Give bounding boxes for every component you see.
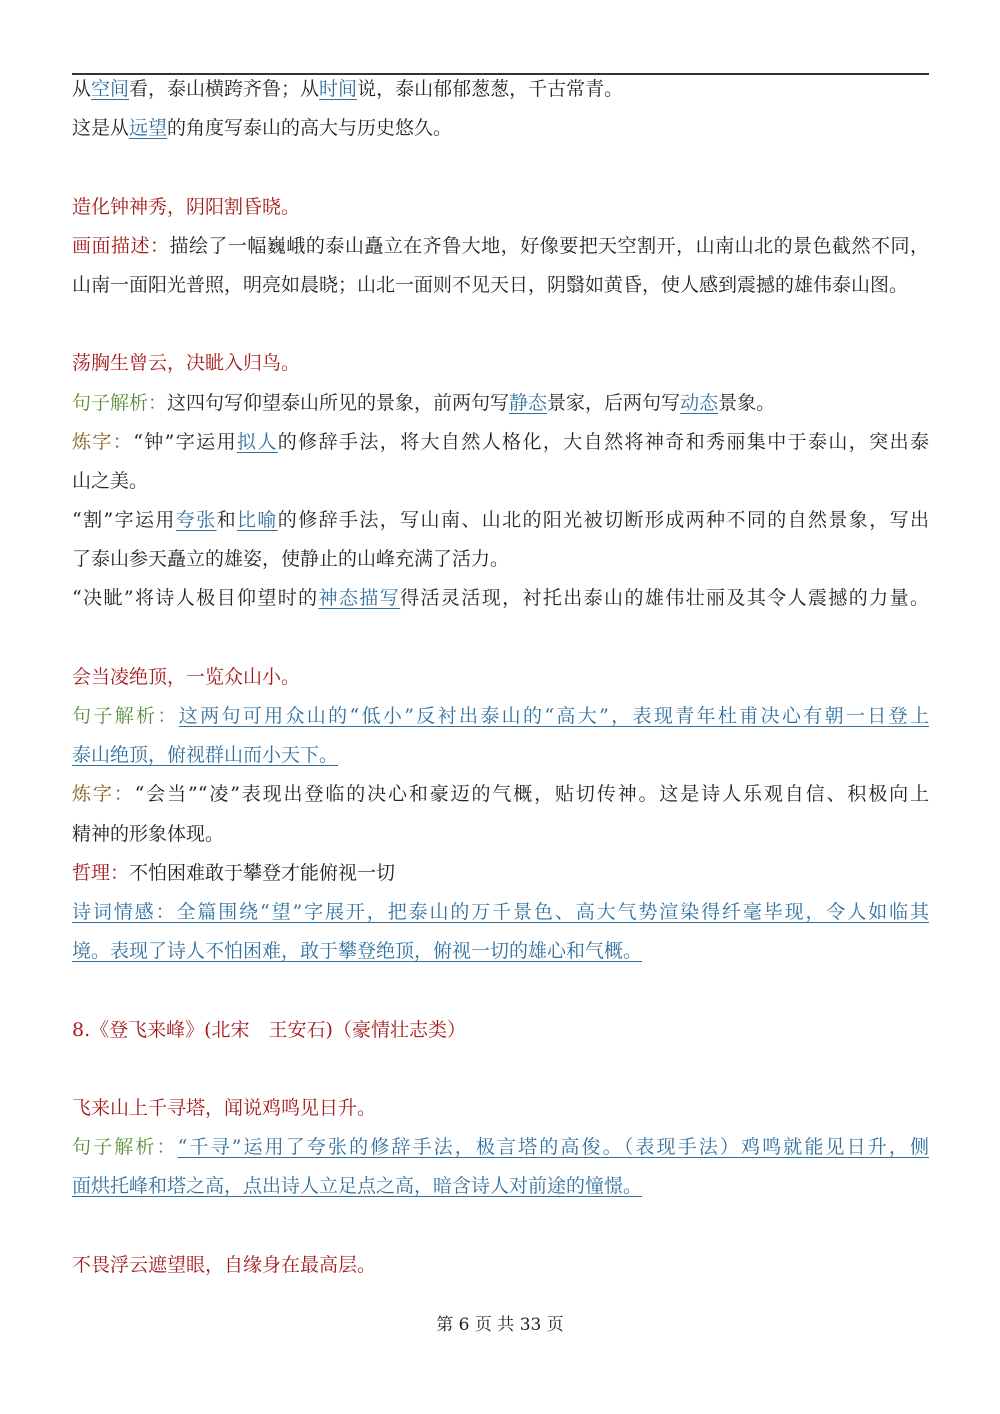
blank-line xyxy=(72,148,929,187)
keyword-link[interactable]: 静态 xyxy=(509,391,548,414)
text: 这四句写仰望泰山所见的景象，前两句写 xyxy=(167,391,510,414)
document-body xyxy=(72,70,929,1285)
word-jue-analysis xyxy=(72,579,929,618)
text: 景象。 xyxy=(718,391,776,414)
verse-heading: 会当凌绝顶，一览众山小。 xyxy=(72,665,301,688)
word-refining xyxy=(72,423,929,462)
verse-heading: 荡胸生曾云，决眦入归鸟。 xyxy=(72,352,301,375)
keyword-link[interactable]: 神态描写 xyxy=(318,587,401,610)
poem-emotion-cont xyxy=(72,932,929,971)
philosophy xyxy=(72,854,929,893)
keyword-link[interactable]: 时间 xyxy=(319,78,358,100)
text: 和 xyxy=(216,509,237,532)
text: 这是从 xyxy=(72,117,130,140)
analysis-link[interactable]: 泰山绝顶，俯视群山而小天下。 xyxy=(72,744,339,767)
verse-heading: 造化钟神秀，阴阳割昏晓。 xyxy=(72,195,301,218)
sentence-analysis xyxy=(72,384,929,423)
scene-description xyxy=(72,227,929,266)
text: 看，泰山横跨齐鲁；从 xyxy=(129,78,320,100)
word-ge-analysis xyxy=(72,501,929,540)
blank-line xyxy=(72,619,929,658)
analysis-link[interactable]: 面烘托峰和塔之高，点出诗人立足点之高，暗含诗人对前途的憧憬。 xyxy=(72,1175,643,1198)
text: 的修辞手法，将大自然人格化，大自然将神奇和秀丽集中于泰山，突出泰 xyxy=(277,430,929,453)
analysis-link[interactable]: 这两句可用众山的“低小”反衬出泰山的“高大”，表现青年杜甫决心有朝一日登上 xyxy=(178,705,929,727)
sentence-analysis xyxy=(72,1128,929,1167)
text: 从 xyxy=(72,78,92,100)
text: “钟”字运用 xyxy=(133,430,237,453)
text: 得活灵活现，衬托出泰山的雄伟壮丽及其令人震撼的力量。 xyxy=(400,587,929,610)
label-sentence-analysis: 句子解析： xyxy=(72,1136,178,1159)
page-number: 第 6 页 共 33 页 xyxy=(436,1315,564,1335)
poem-emotion xyxy=(72,893,929,932)
blank-line xyxy=(72,1050,929,1089)
word-refining xyxy=(72,775,929,814)
section-heading: 8.《登飞来峰》(北宋 王安石)（豪情壮志类） xyxy=(72,1018,466,1041)
text: 的角度写泰山的高大与历史悠久。 xyxy=(167,117,453,140)
emotion-link[interactable]: 诗词情感：全篇围绕“望”字展开，把泰山的万千景色、高大气势渲染得纤毫毕现，令人如临其 xyxy=(72,900,929,923)
sentence-analysis-cont xyxy=(72,736,929,775)
label-philosophy: 哲理： xyxy=(72,861,130,884)
sentence-analysis-cont xyxy=(72,1167,929,1206)
label-word-refining: 炼字： xyxy=(72,783,135,806)
blank-line xyxy=(72,1206,929,1245)
keyword-link[interactable]: 远望 xyxy=(129,117,168,140)
analysis-link[interactable]: “千寻”运用了夸张的修辞手法，极言塔的高俊。（表现手法）鸡鸣就能见日升，侧 xyxy=(177,1136,929,1159)
word-refining-cont: 精神的形象体现。 xyxy=(72,822,225,845)
label-scene-description: 画面描述： xyxy=(72,234,170,257)
word-ge-analysis-cont: 了泰山参天矗立的雄姿，使静止的山峰充满了活力。 xyxy=(72,548,510,571)
verse-heading: 飞来山上千寻塔，闻说鸡鸣见日升。 xyxy=(72,1096,377,1119)
blank-line xyxy=(72,971,929,1010)
text: 说，泰山郁郁葱葱，千古常青。 xyxy=(357,78,624,100)
text: 不怕困难敢于攀登才能俯视一切 xyxy=(129,861,396,884)
word-refining-cont: 山之美。 xyxy=(72,469,149,492)
text: 描绘了一幅巍峨的泰山矗立在齐鲁大地，好像要把天空割开，山南山北的景色截然不同， xyxy=(169,234,929,257)
keyword-link[interactable]: 动态 xyxy=(680,391,719,414)
label-word-refining: 炼字： xyxy=(72,430,134,453)
text: “割”字运用 xyxy=(72,509,176,532)
sentence-analysis xyxy=(72,697,929,736)
blank-line xyxy=(72,305,929,344)
text: 景家，后两句写 xyxy=(547,391,681,414)
paragraph-distant-view xyxy=(72,109,929,148)
paragraph-space-time xyxy=(72,70,929,109)
label-sentence-analysis: 句子解析： xyxy=(72,705,179,727)
text: 的修辞手法，写山南、山北的阳光被切断形成两种不同的自然景象，写出 xyxy=(277,509,929,532)
scene-description-cont: 山南一面阳光普照，明亮如晨晓；山北一面则不见天日，阴翳如黄昏，使人感到震撼的雄伟泰山图。 xyxy=(72,273,909,296)
keyword-link[interactable]: 夸张 xyxy=(175,509,217,532)
label-sentence-analysis: 句子解析： xyxy=(72,391,168,414)
keyword-link[interactable]: 比喻 xyxy=(237,509,278,532)
keyword-link[interactable]: 空间 xyxy=(91,78,130,100)
verse-heading: 不畏浮云遮望眼，自缘身在最高层。 xyxy=(72,1253,377,1276)
text: “会当”“凌”表现出登临的决心和豪迈的气概，贴切传神。这是诗人乐观自信、积极向上 xyxy=(134,783,929,806)
text: “决眦”将诗人极目仰望时的 xyxy=(72,587,319,610)
emotion-link[interactable]: 境。表现了诗人不怕困难，敢于攀登绝顶，俯视一切的雄心和气概。 xyxy=(72,940,643,963)
keyword-link[interactable]: 拟人 xyxy=(236,430,278,453)
